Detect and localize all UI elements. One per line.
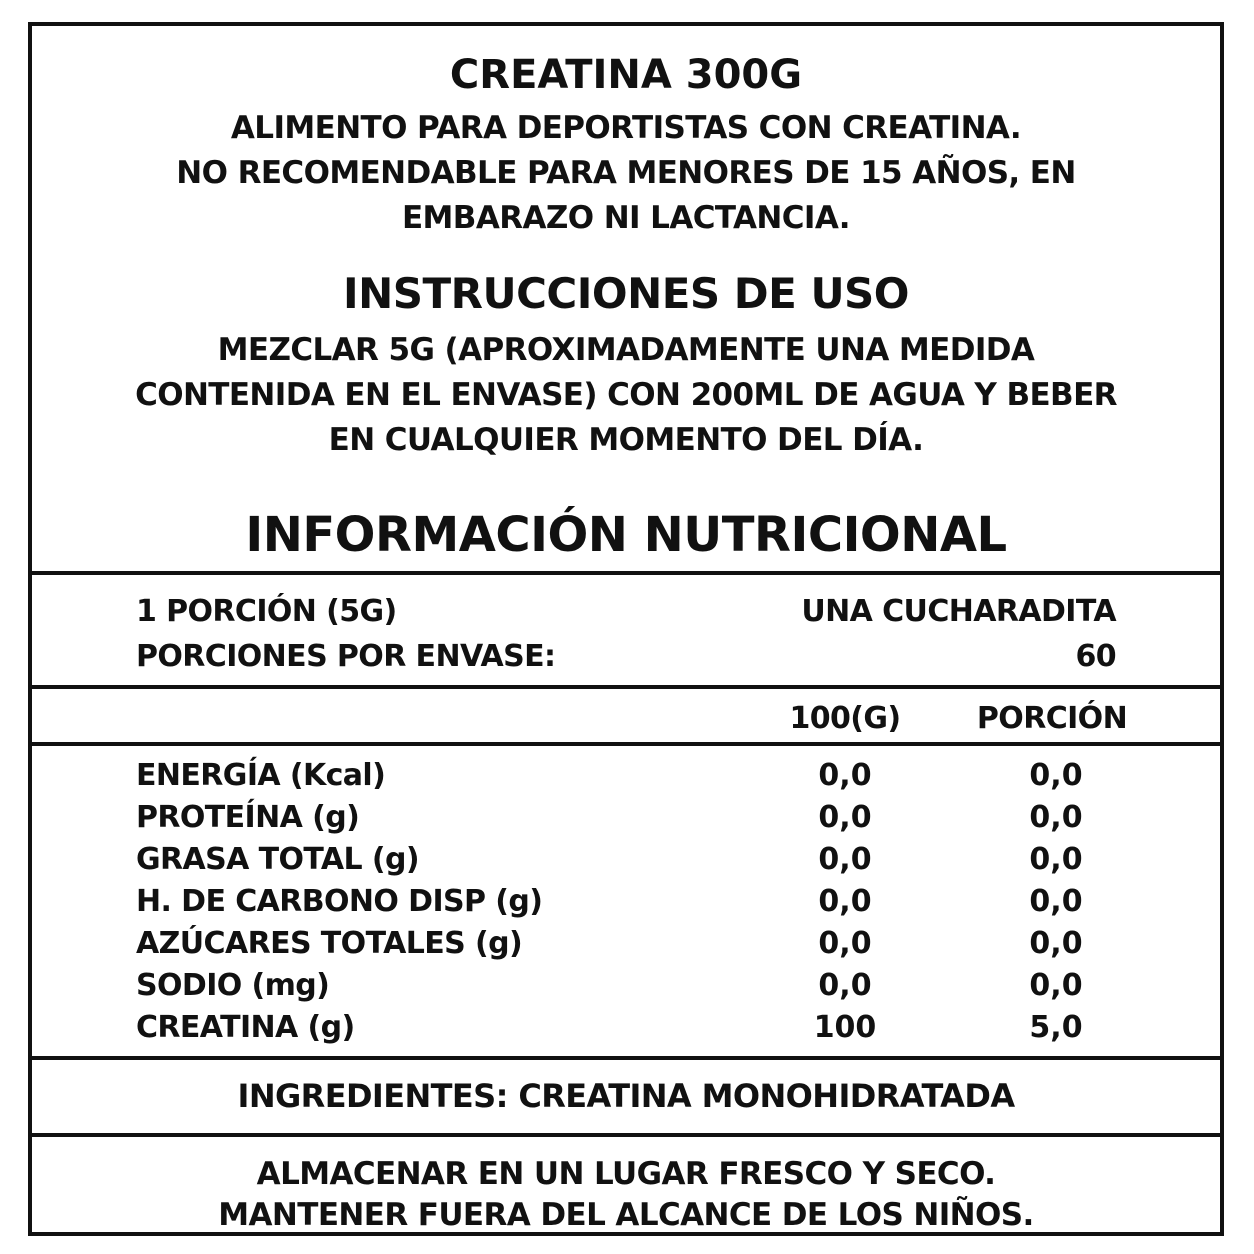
- nutrient-row: [32, 755, 1220, 797]
- warning-text: [32, 106, 1220, 241]
- divider: [32, 742, 1220, 746]
- divider: [32, 685, 1220, 689]
- storage-text: [32, 1154, 1220, 1236]
- servings-per-container-value: 60: [1075, 639, 1116, 674]
- instructions-title: INSTRUCCIONES DE USO: [342, 269, 910, 318]
- nutrient-row: [32, 881, 1220, 923]
- nutrient-value-portion: 0,0: [1029, 800, 1083, 835]
- nutrient-row: [32, 965, 1220, 1007]
- nutrient-row: [32, 1007, 1220, 1049]
- nutrient-value-100g: 0,0: [818, 968, 872, 1003]
- nutrient-row: [32, 797, 1220, 839]
- warning-line: ALIMENTO PARA DEPORTISTAS CON CREATINA.: [230, 110, 1022, 146]
- nutrient-name: GRASA TOTAL (g): [136, 842, 419, 877]
- servings-per-container-label: PORCIONES POR ENVASE:: [136, 639, 556, 674]
- nutrient-value-100g: 0,0: [818, 758, 872, 793]
- nutrient-value-portion: 0,0: [1029, 758, 1083, 793]
- nutrient-name: H. DE CARBONO DISP (g): [136, 884, 543, 919]
- nutrient-value-100g: 0,0: [818, 884, 872, 919]
- nutrient-value-portion: 0,0: [1029, 968, 1083, 1003]
- column-header-portion: PORCIÓN: [976, 701, 1128, 736]
- nutrient-value-portion: 5,0: [1029, 1010, 1083, 1045]
- nutrient-value-100g: 0,0: [818, 926, 872, 961]
- nutrient-row: [32, 923, 1220, 965]
- nutrient-row: [32, 839, 1220, 881]
- ingredients-text: INGREDIENTES: CREATINA MONOHIDRATADA: [237, 1077, 1015, 1115]
- nutrition-title: INFORMACIÓN NUTRICIONAL: [245, 507, 1007, 563]
- warning-line: EMBARAZO NI LACTANCIA.: [401, 200, 850, 236]
- nutrient-value-100g: 0,0: [818, 842, 872, 877]
- divider: [32, 1056, 1220, 1060]
- nutrient-name: ENERGÍA (Kcal): [136, 758, 386, 793]
- instructions-line: MEZCLAR 5G (APROXIMADAMENTE UNA MEDIDA: [217, 332, 1035, 368]
- warning-line: NO RECOMENDABLE PARA MENORES DE 15 AÑOS, EN: [176, 155, 1076, 191]
- serving-size-value: UNA CUCHARADITA: [801, 594, 1116, 629]
- instructions-line: EN CUALQUIER MOMENTO DEL DÍA.: [328, 422, 924, 458]
- nutrient-value-portion: 0,0: [1029, 926, 1083, 961]
- nutrient-value-portion: 0,0: [1029, 842, 1083, 877]
- nutrient-name: SODIO (mg): [136, 968, 330, 1003]
- nutrition-label: [28, 22, 1224, 1236]
- column-header-100g: 100(G): [789, 701, 901, 736]
- serving-size-label: 1 PORCIÓN (5G): [136, 594, 397, 629]
- divider: [32, 1133, 1220, 1137]
- divider: [32, 571, 1220, 575]
- instructions-line: CONTENIDA EN EL ENVASE) CON 200ML DE AGUA Y BEBER: [135, 377, 1117, 413]
- nutrient-value-100g: 100: [813, 1010, 877, 1045]
- nutrient-value-portion: 0,0: [1029, 884, 1083, 919]
- storage-line: MANTENER FUERA DEL ALCANCE DE LOS NIÑOS.: [218, 1197, 1034, 1233]
- product-name: CREATINA 300G: [449, 52, 803, 98]
- nutrient-name: PROTEÍNA (g): [136, 800, 360, 835]
- nutrient-name: CREATINA (g): [136, 1010, 355, 1045]
- storage-line: ALMACENAR EN UN LUGAR FRESCO Y SECO.: [256, 1156, 996, 1192]
- instructions-text: [32, 328, 1220, 463]
- nutrient-value-100g: 0,0: [818, 800, 872, 835]
- nutrient-name: AZÚCARES TOTALES (g): [136, 926, 523, 961]
